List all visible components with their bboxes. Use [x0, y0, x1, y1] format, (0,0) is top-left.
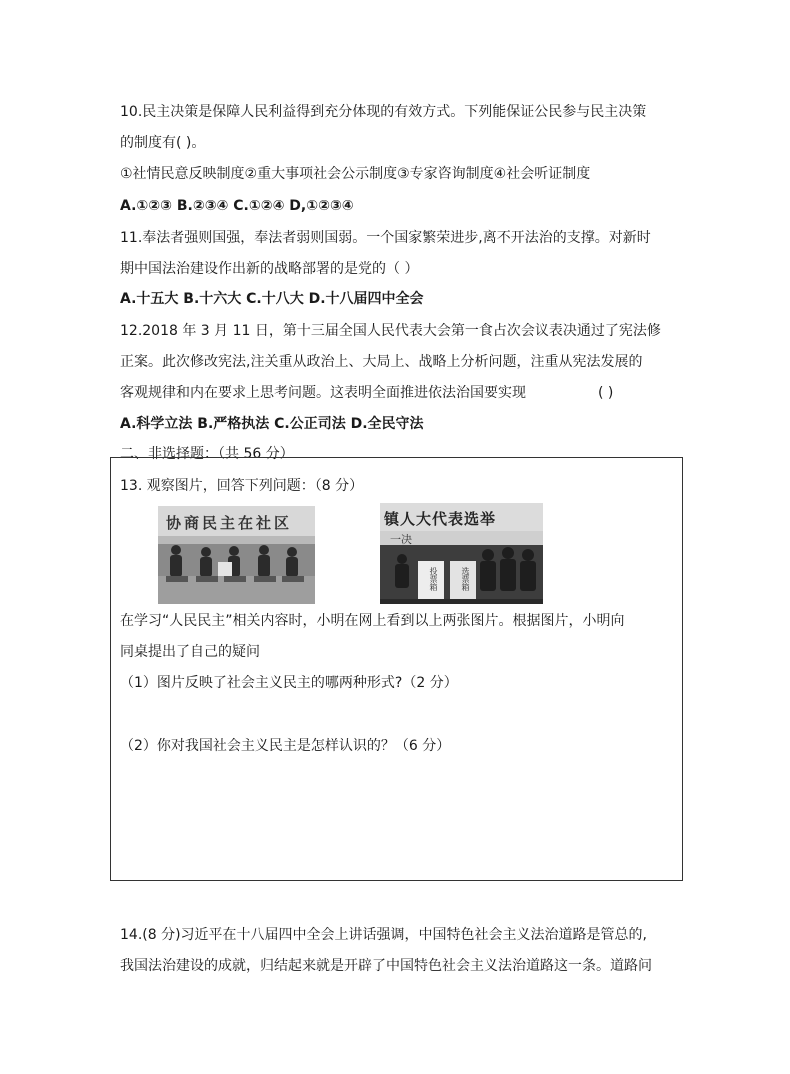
photo1-sign-text: 协商民主在社区 — [166, 514, 293, 532]
photo2-ballot-box-right: 选票箱 — [461, 567, 470, 591]
q13-subquestion-2: （2）你对我国社会主义民主是怎样认识的？（6 分） — [120, 738, 451, 754]
photo2-ballot-box-left: 投票箱 — [429, 567, 438, 591]
q14-stem-line1: 14.(8 分)习近平在十八届四中全会上讲话强调，中国特色社会主义法治道路是管总的, — [120, 927, 647, 943]
photo2-banner-text: 镇人大代表选举 — [384, 510, 497, 528]
photo2-banner-text2: 一决 — [390, 533, 412, 546]
q10-stem-line1: 10.民主决策是保障人民利益得到充分体现的有效方式。下列能保证公民参与民主决策 — [120, 104, 647, 120]
q13-subquestion-1: （1）图片反映了社会主义民主的哪两种形式?（2 分） — [120, 675, 458, 691]
q12-stem-line3: 客观规律和内在要求上思考问题。这表明全面推进依法治国要实现 — [120, 385, 526, 401]
q13-text-line2: 同桌提出了自己的疑问 — [120, 644, 260, 660]
q13-text-line1: 在学习“人民民主”相关内容时，小明在网上看到以上两张图片。根据图片，小明向 — [120, 613, 625, 629]
q11-stem-line2: 期中国法治建设作出新的战略部署的是党的（ ） — [120, 261, 419, 277]
q12-answer-paren: ( ) — [598, 385, 614, 401]
q10-options: A.①②③ B.②③④ C.①②④ D,①②③④ — [120, 198, 354, 214]
q14-stem-line2: 我国法治建设的成就，归结起来就是开辟了中国特色社会主义法治道路这一条。道路问 — [120, 958, 652, 974]
q12-options: A.科学立法 B.严格执法 C.公正司法 D.全民守法 — [120, 416, 424, 432]
q11-stem-line1: 11.奉法者强则国强，奉法者弱则国弱。一个国家繁荣进步,离不开法治的支撑。对新时 — [120, 230, 651, 246]
q12-stem-line2: 正案。此次修改宪法,注关重从政治上、大局上、战略上分析问题，注重从宪法发展的 — [120, 354, 643, 370]
q11-options: A.十五大 B.十六大 C.十八大 D.十八届四中全会 — [120, 291, 424, 307]
community-consultation-photo — [158, 506, 315, 604]
election-photo — [380, 503, 543, 604]
q10-statements: ①社情民意反映制度②重大事项社会公示制度③专家咨询制度④社会听证制度 — [120, 166, 591, 182]
q10-stem-line2: 的制度有( )。 — [120, 135, 206, 151]
section-heading: 二、非选择题：（共 56 分） — [120, 446, 294, 462]
q12-stem-line1: 12.2018 年 3 月 11 日，第十三届全国人民代表大会第一食占次会议表决通过了宪法修 — [120, 323, 661, 339]
q13-title: 13. 观察图片，回答下列问题：（8 分） — [120, 478, 364, 494]
